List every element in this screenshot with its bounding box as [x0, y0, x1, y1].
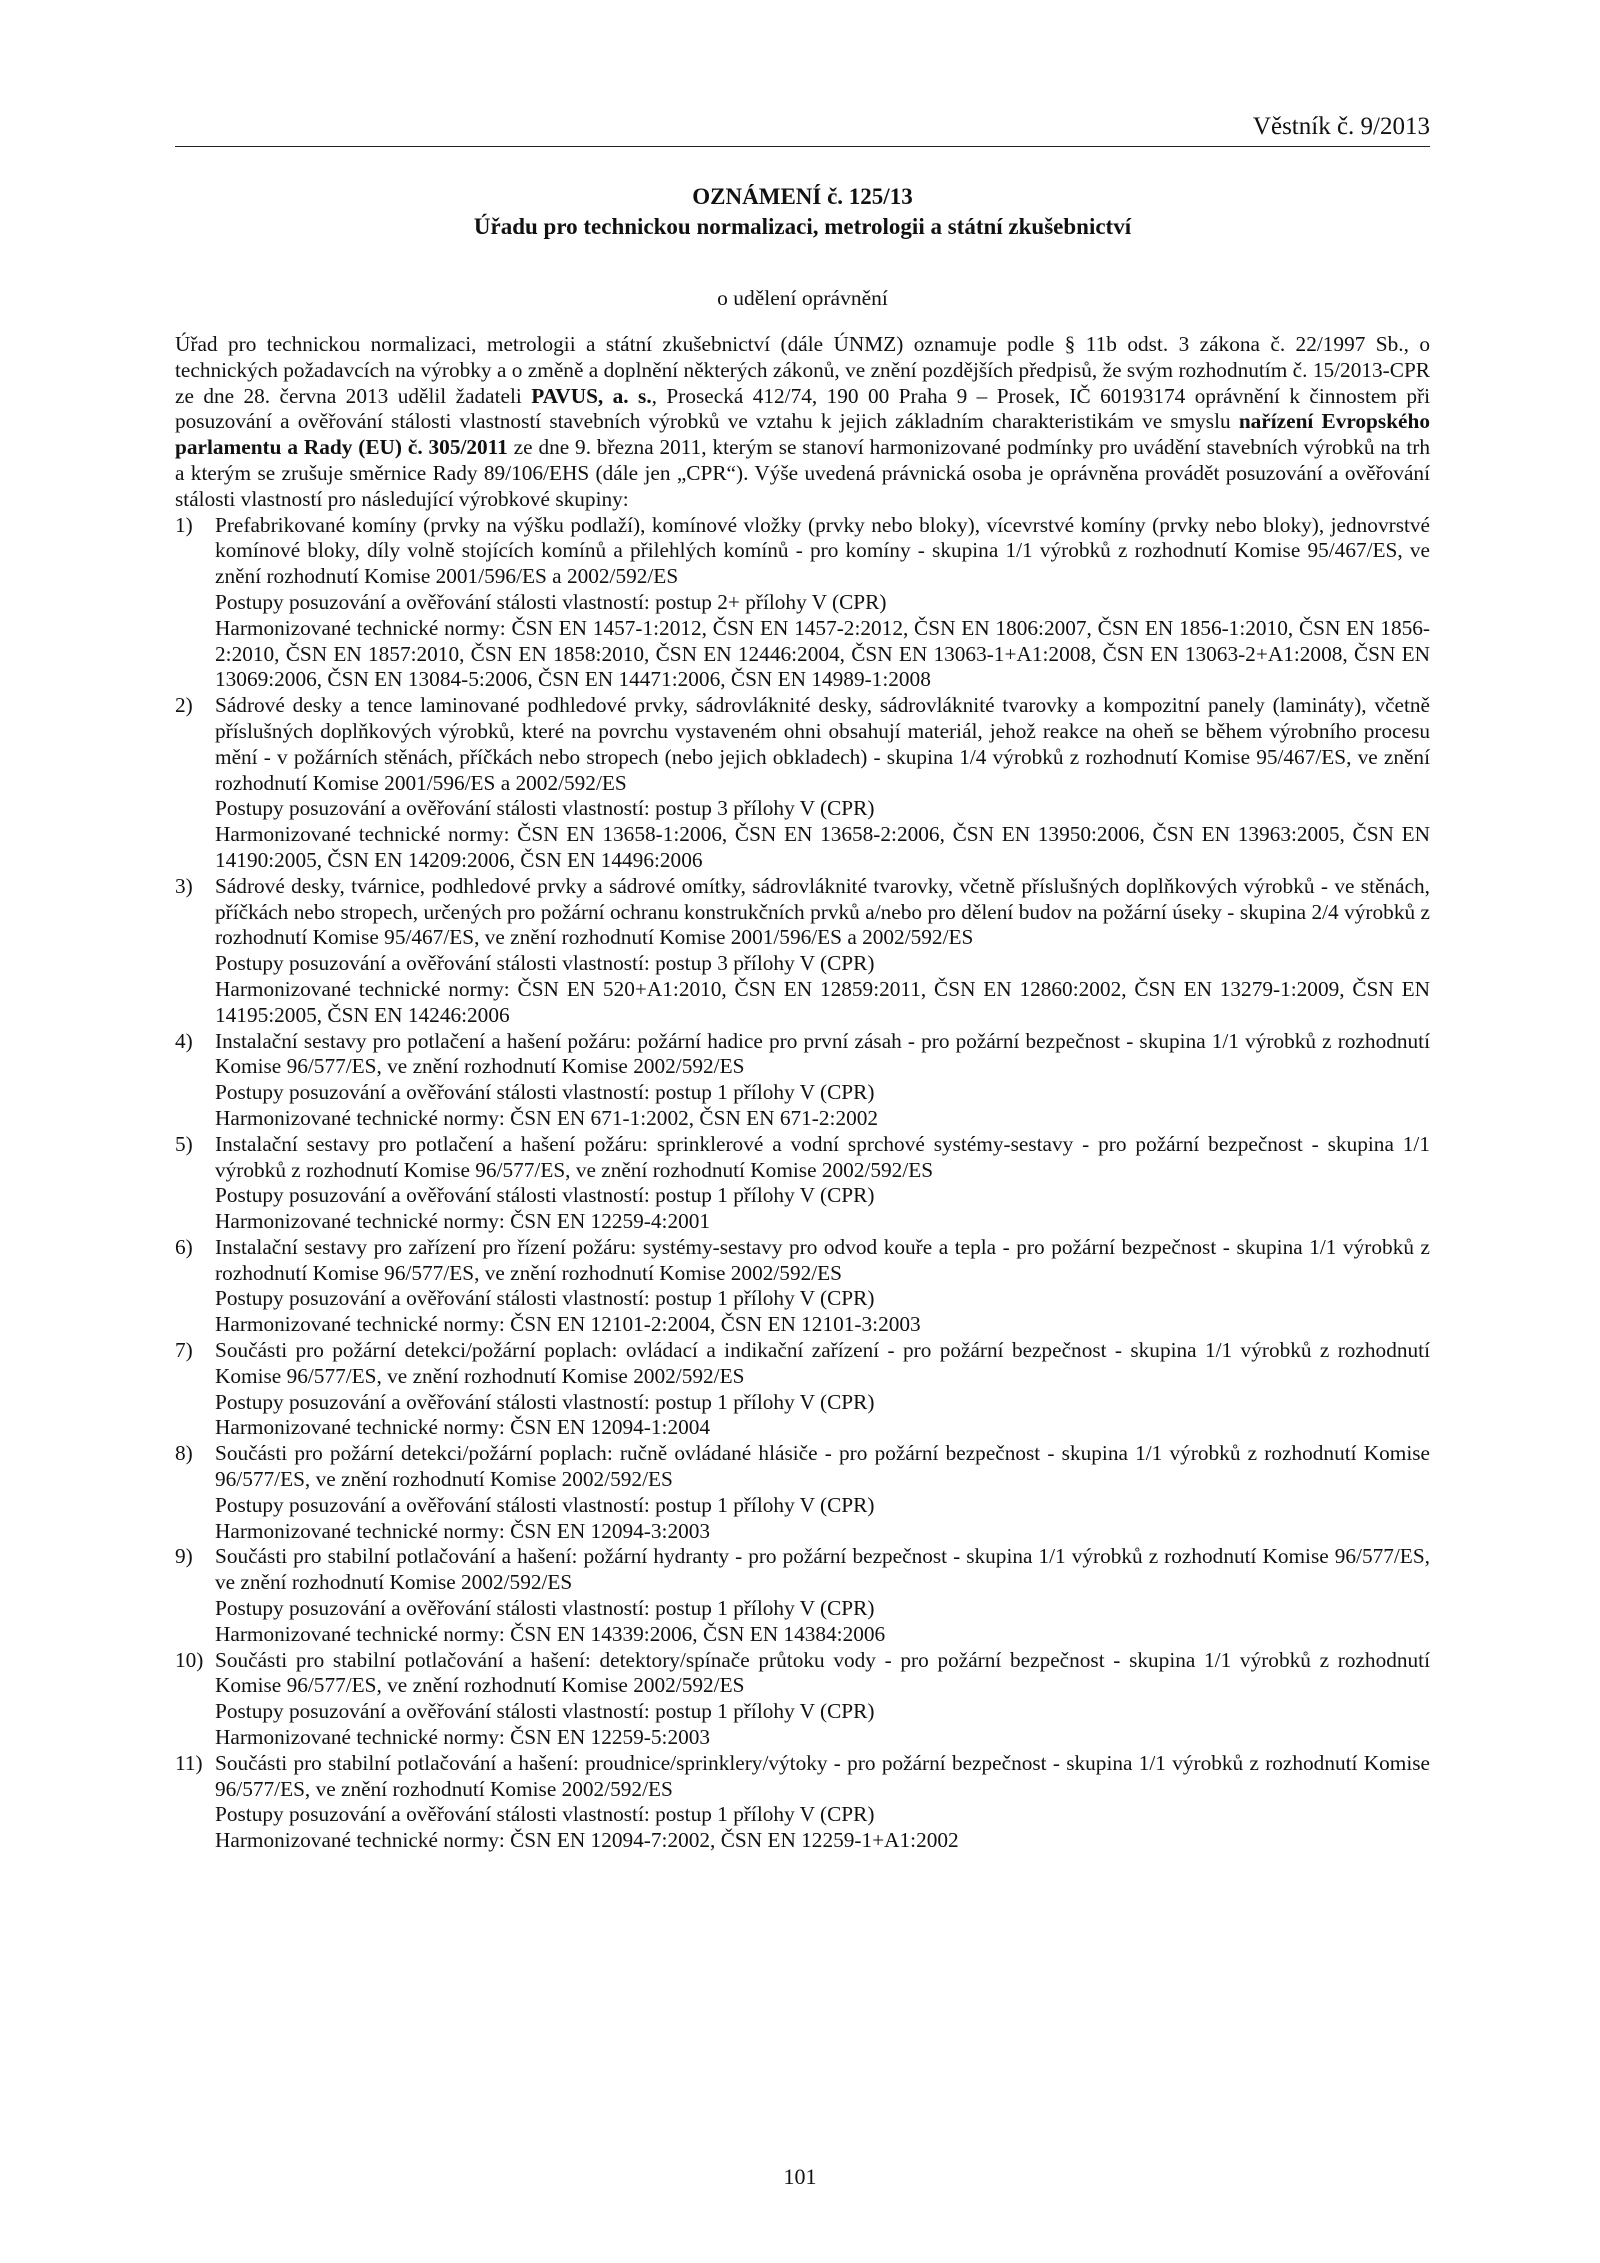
issuing-office: Úřadu pro technickou normalizaci, metrologii a státní zkušebnictví	[473, 214, 1132, 239]
item-number: 5)	[175, 1131, 193, 1156]
item-procedure: Postupy posuzování a ověřování stálosti vlastností: postup 1 přílohy V (CPR)	[215, 1596, 875, 1621]
announcement-subject: o udělení oprávnění	[717, 286, 888, 310]
item-norms: Harmonizované technické normy: ČSN EN 12101-2:2004, ČSN EN 12101-3:2003	[215, 1312, 921, 1337]
item-number: 9)	[175, 1544, 193, 1569]
intro-paragraph	[175, 332, 1430, 513]
list-item	[175, 1648, 1430, 1751]
item-description: Sádrové desky a tence laminované podhledové prvky, sádrovláknité desky, sádrovláknité tvarovky a kompozitní panely (lamináty), včetně příslušných doplňkových výrobků, které na povrchu vystaveném ohni obsahují materiál, jehož reakce na oheň se během výrobního procesu mění - v požárních stěnách, příčkách nebo stropech (nebo jejich obkladech) - skupina 1/4 výrobků z rozhodnutí Komise 95/467/ES, ve znění rozhodnutí Komise 2001/596/ES a 2002/592/ES	[215, 693, 1430, 795]
item-number: 7)	[175, 1338, 193, 1363]
item-norms: Harmonizované technické normy: ČSN EN 14339:2006, ČSN EN 14384:2006	[215, 1621, 886, 1646]
item-description: Součásti pro stabilní potlačování a hašení: detektory/spínače průtoku vody - pro požární bezpečnost - skupina 1/1 výrobků z rozhodnutí Komise 96/577/ES, ve znění rozhodnutí Komise 2002/592/ES	[215, 1647, 1430, 1698]
item-norms: Harmonizované technické normy: ČSN EN 12094-7:2002, ČSN EN 12259-1+A1:2002	[215, 1828, 959, 1853]
item-description: Součásti pro požární detekci/požární poplach: ovládací a indikační zařízení - pro požární bezpečnost - skupina 1/1 výrobků z rozhodnutí Komise 96/577/ES, ve znění rozhodnutí Komise 2002/592/ES	[215, 1338, 1430, 1388]
item-number: 1)	[175, 512, 193, 537]
item-number: 4)	[175, 1028, 193, 1053]
item-number: 3)	[175, 873, 193, 898]
list-item	[175, 1132, 1430, 1235]
announcement-title: OZNÁMENÍ č. 125/13	[692, 184, 913, 209]
item-procedure: Postupy posuzování a ověřování stálosti vlastností: postup 1 přílohy V (CPR)	[215, 1183, 875, 1208]
item-procedure: Postupy posuzování a ověřování stálosti vlastností: postup 3 přílohy V (CPR)	[215, 951, 875, 976]
item-description: Prefabrikované komíny (prvky na výšku podlaží), komínové vložky (prvky nebo bloky), vícevrstvé komíny (prvky nebo bloky), jednovrstvé komínové bloky, díly volně stojících komínů a přilehlých komínů - pro komíny - skupina 1/1 výrobků z rozhodnutí Komise 95/467/ES, ve znění rozhodnutí Komise 2001/596/ES a 2002/592/ES	[215, 512, 1430, 589]
list-item	[175, 693, 1430, 874]
item-norms: Harmonizované technické normy: ČSN EN 12259-5:2003	[215, 1725, 711, 1750]
item-number: 10)	[175, 1647, 204, 1672]
item-number: 6)	[175, 1234, 193, 1259]
item-norms: Harmonizované technické normy: ČSN EN 12094-3:2003	[215, 1518, 711, 1543]
item-description: Součásti pro požární detekci/požární poplach: ručně ovládané hlásiče - pro požární bezpečnost - skupina 1/1 výrobků z rozhodnutí Komise 96/577/ES, ve znění rozhodnutí Komise 2002/592/ES	[215, 1441, 1430, 1492]
applicant-name: PAVUS, a. s.	[531, 383, 652, 408]
item-norms: Harmonizované technické normy: ČSN EN 671-1:2002, ČSN EN 671-2:2002	[215, 1105, 879, 1130]
page-number: 101	[783, 2164, 817, 2189]
running-header: Věstník č. 9/2013	[175, 110, 1430, 147]
item-number: 11)	[175, 1750, 203, 1775]
intro-text-1: Úřad pro technickou normalizaci, metrologii a státní zkušebnictví (dále ÚNMZ) oznamuje podle § 11b odst. 3 zákona č. 22/1997 Sb., o technických požadavcích na výrobky a o změně a doplnění některých zákonů, ve znění pozdějších předpisů, že svým rozhodnutím č. 15/2013-CPR ze dne 28. června 2013 udělil žadateli	[175, 332, 1430, 408]
item-norms: Harmonizované technické normy: ČSN EN 12094-1:2004	[215, 1415, 711, 1440]
item-procedure: Postupy posuzování a ověřování stálosti vlastností: postup 1 přílohy V (CPR)	[215, 1802, 875, 1827]
item-procedure: Postupy posuzování a ověřování stálosti vlastností: postup 1 přílohy V (CPR)	[215, 1389, 875, 1414]
title-block	[175, 182, 1430, 312]
item-description: Instalační sestavy pro zařízení pro řízení požáru: systémy-sestavy pro odvod kouře a tepla - pro požární bezpečnost - skupina 1/1 výrobků z rozhodnutí Komise 96/577/ES, ve znění rozhodnutí Komise 2002/592/ES	[215, 1234, 1430, 1285]
item-procedure: Postupy posuzování a ověřování stálosti vlastností: postup 1 přílohy V (CPR)	[215, 1492, 875, 1517]
list-item	[175, 1029, 1430, 1132]
item-description: Součásti pro stabilní potlačování a hašení: proudnice/sprinklery/výtoky - pro požární bezpečnost - skupina 1/1 výrobků z rozhodnutí Komise 96/577/ES, ve znění rozhodnutí Komise 2002/592/ES	[215, 1750, 1430, 1801]
intro-text-2: , Prosecká 412/74, 190 00 Praha 9 – Prosek, IČ 60193174 oprávnění k činnostem při posuzování a ověřování stálosti vlastností stavebních výrobků ve vztahu k jejich základním charakteristikám ve smyslu	[175, 383, 1430, 434]
item-procedure: Postupy posuzování a ověřování stálosti vlastností: postup 2+ přílohy V (CPR)	[215, 589, 887, 614]
item-description: Součásti pro stabilní potlačování a hašení: požární hydranty - pro požární bezpečnost - skupina 1/1 výrobků z rozhodnutí Komise 96/577/ES, ve znění rozhodnutí Komise 2002/592/ES	[215, 1544, 1430, 1595]
item-number: 2)	[175, 693, 193, 718]
item-norms: Harmonizované technické normy: ČSN EN 520+A1:2010, ČSN EN 12859:2011, ČSN EN 12860:2002, ČSN EN 13279-1:2009, ČSN EN 14195:2005, ČSN EN 14246:2006	[215, 976, 1430, 1027]
item-procedure: Postupy posuzování a ověřování stálosti vlastností: postup 1 přílohy V (CPR)	[215, 1286, 875, 1311]
list-item	[175, 1338, 1430, 1441]
item-description: Instalační sestavy pro potlačení a hašení požáru: sprinklerové a vodní sprchové systémy-sestavy - pro požární bezpečnost - skupina 1/1 výrobků z rozhodnutí Komise 96/577/ES, ve znění rozhodnutí Komise 2002/592/ES	[215, 1131, 1430, 1182]
announcement-body	[175, 332, 1430, 1854]
list-item	[175, 1441, 1430, 1544]
list-item	[175, 1751, 1430, 1854]
regulation-reference: nařízení Evropského parlamentu a Rady (EU) č. 305/2011	[175, 409, 1430, 460]
item-norms: Harmonizované technické normy: ČSN EN 13658-1:2006, ČSN EN 13658-2:2006, ČSN EN 13950:2006, ČSN EN 13963:2005, ČSN EN 14190:2005, ČSN EN 14209:2006, ČSN EN 14496:2006	[215, 822, 1430, 872]
intro-text-3: ze dne 9. března 2011, kterým se stanoví harmonizované podmínky pro uvádění stavebních výrobků na trh a kterým se zrušuje směrnice Rady 89/106/EHS (dále jen „CPR“). Výše uvedená právnická osoba je oprávněna provádět posuzování a ověřování stálosti vlastností pro následující výrobkové skupiny:	[175, 435, 1430, 511]
item-procedure: Postupy posuzování a ověřování stálosti vlastností: postup 1 přílohy V (CPR)	[215, 1080, 875, 1105]
item-description: Sádrové desky, tvárnice, podhledové prvky a sádrové omítky, sádrovláknité tvarovky, včetně příslušných doplňkových výrobků - ve stěnách, příčkách nebo stropech, určených pro požární ochranu konstrukčních prvků a/nebo pro dělení budov na požární úseky - skupina 2/4 výrobků z rozhodnutí Komise 95/467/ES, ve znění rozhodnutí Komise 2001/596/ES a 2002/592/ES	[215, 873, 1430, 950]
list-item	[175, 1235, 1430, 1338]
list-item	[175, 1544, 1430, 1647]
item-description: Instalační sestavy pro potlačení a hašení požáru: požární hadice pro první zásah - pro požární bezpečnost - skupina 1/1 výrobků z rozhodnutí Komise 96/577/ES, ve znění rozhodnutí Komise 2002/592/ES	[215, 1028, 1430, 1079]
item-norms: Harmonizované technické normy: ČSN EN 1457-1:2012, ČSN EN 1457-2:2012, ČSN EN 1806:2007, ČSN EN 1856-1:2010, ČSN EN 1856-2:2010, ČSN EN 1857:2010, ČSN EN 1858:2010, ČSN EN 12446:2004, ČSN EN 13063-1+A1:2008, ČSN EN 13063-2+A1:2008, ČSN EN 13069:2006, ČSN EN 13084-5:2006, ČSN EN 14471:2006, ČSN EN 14989-1:2008	[215, 615, 1430, 692]
product-group-list	[175, 513, 1430, 1854]
item-number: 8)	[175, 1441, 193, 1466]
list-item	[175, 513, 1430, 694]
list-item	[175, 874, 1430, 1029]
item-procedure: Postupy posuzování a ověřování stálosti vlastností: postup 1 přílohy V (CPR)	[215, 1699, 875, 1724]
item-procedure: Postupy posuzování a ověřování stálosti vlastností: postup 3 přílohy V (CPR)	[215, 796, 875, 821]
item-norms: Harmonizované technické normy: ČSN EN 12259-4:2001	[215, 1209, 711, 1234]
